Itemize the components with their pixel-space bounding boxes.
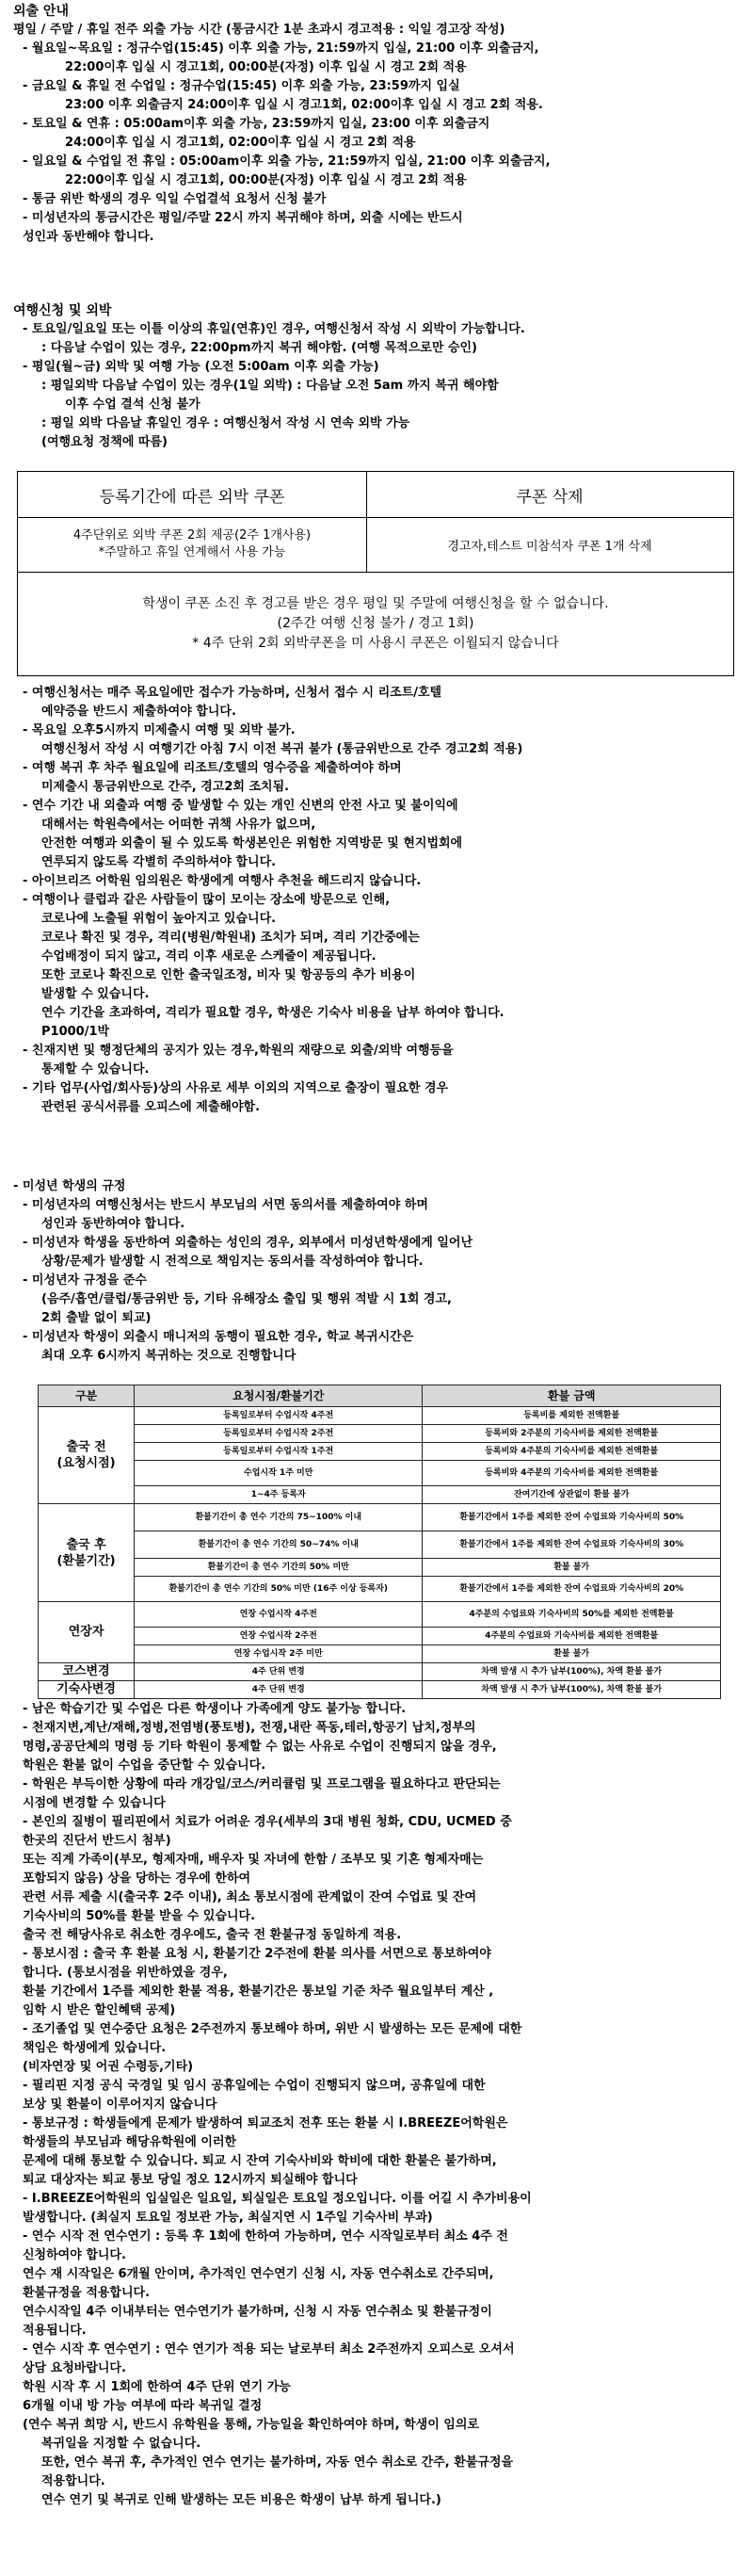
- refund-rule-line: 명령,공공단체의 명령 등 기타 학원이 통제할 수 없는 사유로 수업이 진행되지 않을 경우,: [23, 1740, 497, 1754]
- refund-amount: 잔여기간에 상관없이 환불 불가: [423, 1486, 721, 1504]
- trip-rule-line: - 여행 복귀 후 차주 월요일에 리조트/호텔의 영수증을 제출하여야 하며: [23, 761, 402, 775]
- table-row: [39, 1681, 721, 1699]
- refund-amount: 환불기간에서 1주를 제외한 잔여 수업료와 기숙사비의 30%: [423, 1531, 721, 1559]
- minor-line: 성인과 동반하여야 합니다.: [41, 1217, 185, 1231]
- refund-header-cell: 환불 금액: [423, 1385, 721, 1407]
- coupon-header-row: [18, 472, 733, 518]
- refund-rules-section: [13, 1700, 738, 2510]
- refund-amount: 환불 불가: [423, 1645, 721, 1663]
- refund-period: 환불기간이 총 연수 기간의 50% 미만: [135, 1559, 423, 1577]
- minor-line: 상황/문제가 발생할 시 전적으로 책임지는 동의서를 작성하여야 합니다.: [41, 1255, 424, 1269]
- refund-period: 4주 단위 변경: [135, 1681, 423, 1699]
- refund-amount: 등록비와 4주분의 기숙사비를 제외한 전액환불: [423, 1461, 721, 1486]
- refund-rule-line: 적용됩니다.: [23, 2324, 87, 2338]
- refund-rule-line: 6개월 이내 방 가능 여부에 따라 복귀일 결정: [23, 2399, 263, 2413]
- refund-rule-line: 신청하여야 합니다.: [23, 2248, 126, 2262]
- refund-header-cell: 구분: [39, 1385, 135, 1407]
- refund-amount: 등록비와 4주분의 기숙사비를 제외한 전액환불: [423, 1443, 721, 1461]
- refund-period: 연장 수업시작 2주 미만: [135, 1645, 423, 1663]
- refund-rule-line: 발생합니다. (최실지 토요일 정보관 가능, 최실지연 시 1주일 기숙사비 부과): [23, 2211, 433, 2225]
- outing-section: [13, 2, 738, 247]
- refund-rule-line: 한곳의 진단서 반드시 첨부): [23, 1834, 171, 1848]
- refund-amount: 등록비를 제외한 전액환불: [423, 1407, 721, 1425]
- refund-rule-line: - 연수 시작 후 연수연기 : 연수 연기가 적용 되는 날로부터 최소 2주전까지 오피스로 오셔서: [23, 2342, 515, 2357]
- refund-rule-line: 임학 시 받은 할인혜택 공제): [23, 2003, 176, 2017]
- table-row: [39, 1577, 721, 1602]
- refund-rule-line: 연수 재 시작일은 6개월 안이며, 추가적인 연수연기 신청 시, 자동 연수취소로 간주되며,: [23, 2267, 494, 2281]
- refund-rule-line: 연수시작일 4주 이내부터는 연수연기가 불가하며, 신청 시 자동 연수취소 및 환불규정이: [23, 2305, 492, 2319]
- refund-period: 환불기간이 총 연수 기간의 50% 미만 (16주 이상 등록자): [135, 1577, 423, 1602]
- outing-line: 23:00 이후 외출금지 24:00이후 입실 시 경고1회, 02:00이후 입실 시 경고 2회 적용.: [65, 98, 543, 112]
- refund-rule-line: - 남은 학습기간 및 수업은 다른 학생이나 가족에게 양도 불가능 합니다.: [23, 1702, 407, 1716]
- coupon-note-line3: * 4주 단위 2회 외박쿠폰을 미 사용시 쿠폰은 이월되지 않습니다: [192, 635, 559, 651]
- trip-rule-line: - 목요일 오후5시까지 미제출시 여행 및 외박 불가.: [23, 723, 296, 737]
- refund-rule-line: 출국 전 해당사유로 취소한 경우에도, 출국 전 환불규정 동일하게 적용.: [23, 1928, 402, 1942]
- coupon-col1-line2: *주말하고 휴일 연계해서 사용 가능: [98, 545, 286, 559]
- outing-line: - 금요일 & 휴일 전 수업일 : 정규수업(15:45) 이후 외출 가능, 23:59까지 입실: [23, 79, 460, 93]
- refund-amount: 등록비와 2주분의 기숙사비를 제외한 전액환불: [423, 1425, 721, 1443]
- refund-period: 등록일로부터 수업시작 4주전: [135, 1407, 423, 1425]
- refund-rule-line: - 천재지변,계난/재해,정병,전염병(풍토병), 전쟁,내란 폭동,테러,항공기 납치,정부의: [23, 1721, 476, 1735]
- trip-line: : 다음날 수업이 있는 경우, 22:00pm까지 복귀 해야함. (여행 목적으로만 승인): [41, 341, 477, 355]
- refund-rule-line: 포함되지 않음) 상을 당하는 경우에 한하여: [23, 1871, 251, 1886]
- refund-amount: 환불 불가: [423, 1559, 721, 1577]
- table-row: [39, 1531, 721, 1559]
- refund-period: 등록일로부터 수업시작 1주전: [135, 1443, 423, 1461]
- refund-rule-line: 퇴교 대상자는 퇴교 통보 당일 정오 12시까지 퇴실해야 합니다: [23, 2173, 358, 2187]
- coupon-divider: [366, 472, 367, 572]
- trip-rule-line: 관련된 공식서류를 오피스에 제출해야함.: [41, 1100, 261, 1114]
- outing-line: 평일 / 주말 / 휴일 전주 외출 가능 시간 (통금시간 1분 초과시 경고적용 : 익일 경고장 작성): [13, 23, 505, 37]
- coupon-col2-header: 쿠폰 삭제: [516, 487, 584, 507]
- refund-rule-line: 복귀일을 지정할 수 없습니다.: [41, 2437, 201, 2451]
- trip-rule-line: - 연수 기간 내 외출과 여행 중 발생할 수 있는 개인 신변의 안전 사고 및 불이익에: [23, 799, 458, 813]
- refund-table: [38, 1385, 721, 1699]
- minor-line: 2회 출발 없이 퇴교): [41, 1311, 152, 1325]
- refund-category: 기숙사변경: [39, 1681, 135, 1699]
- trip-line: : 평일외박 다음날 수업이 있는 경우(1일 외박) : 다음날 오전 5am 까지 복귀 해야함: [41, 379, 499, 393]
- trip-rule-line: 대해서는 학원측에서는 어떠한 귀책 사유가 없으며,: [41, 818, 316, 832]
- trip-rule-line: 코로나 확진 및 경우, 격리(병원/학원내) 조치가 되며, 격리 기간중에는: [41, 931, 420, 945]
- trip-rule-line: 예약증을 반드시 제출하여야 합니다.: [41, 705, 236, 719]
- refund-rule-line: 합니다. (통보시점을 위반하였을 경우,: [23, 1966, 228, 1980]
- trip-section: [13, 301, 738, 452]
- outing-line: 22:00이후 입실 시 경고1회, 00:00분(자정) 이후 입실 시 경고 2회 적용: [65, 60, 467, 74]
- trip-line: (여행요청 정책에 따름): [41, 435, 168, 449]
- refund-rule-line: 적용합니다.: [41, 2474, 105, 2488]
- refund-rule-line: 책임은 학생에게 있습니다.: [23, 2041, 167, 2055]
- refund-rule-line: - 통보시점 : 출국 후 환불 요청 시, 환불기간 2주전에 환불 의사를 서면으로 통보하여야: [23, 1947, 491, 1961]
- refund-table-header: [39, 1385, 721, 1407]
- trip-rule-line: 또한 코로나 확진으로 인한 출국일조정, 비자 및 항공등의 추가 비용이: [41, 968, 416, 982]
- refund-category: 출국 후 (환불기간): [39, 1504, 135, 1602]
- refund-amount: 4주분의 수업료와 기숙사비를 제외한 전액환불: [423, 1628, 721, 1645]
- trip-rule-line: P1000/1박: [41, 1025, 110, 1039]
- trip-rule-line: 연루되지 않도록 각별히 주의하셔야 합니다.: [41, 855, 277, 869]
- minor-line: - 미성년자의 여행신청서는 반드시 부모님의 서면 동의서를 제출하여야 하며: [23, 1198, 428, 1212]
- refund-rule-line: 환불 기간에서 1주를 제외한 환불 적용, 환불기간은 통보일 기준 차주 월요일부터 계산 ,: [23, 1985, 494, 1999]
- refund-header-cell: 요청시점/환불기간: [135, 1385, 423, 1407]
- refund-period: 연장 수업시작 2주전: [135, 1628, 423, 1645]
- trip-rules-section: [13, 684, 738, 1117]
- refund-category: 연장자: [39, 1602, 135, 1663]
- refund-rule-line: - 본인의 질병이 필리핀에서 치료가 어려운 경우(세부의 3대 병원 청화, CDU, UCMED 중: [23, 1815, 512, 1829]
- refund-rule-line: 기숙사비의 50%를 환불 받을 수 있습니다.: [23, 1909, 256, 1923]
- refund-rule-line: 보상 및 환불이 이루어지지 않습니다: [23, 2098, 217, 2112]
- refund-rule-line: (연수 복귀 희망 시, 반드시 유학원을 통해, 가능일을 확인하여야 하며, 학생이 임의로: [23, 2418, 479, 2432]
- coupon-note: [18, 572, 733, 675]
- refund-rule-line: 연수 연기 및 복귀로 인해 발생하는 모든 비용은 학생이 납부 하게 됩니다.): [41, 2493, 441, 2507]
- table-row: [39, 1663, 721, 1681]
- table-row: [39, 1504, 721, 1531]
- refund-rule-line: 시점에 변경할 수 있습니다: [23, 1796, 166, 1810]
- refund-period: 등록일로부터 수업시작 2주전: [135, 1425, 423, 1443]
- coupon-box: [17, 471, 734, 676]
- table-row: [39, 1425, 721, 1443]
- coupon-note-row: [18, 572, 733, 675]
- refund-amount: 환불기간에서 1주를 제외한 잔여 수업료와 기숙사비의 20%: [423, 1577, 721, 1602]
- minor-section: [13, 1177, 738, 1366]
- refund-category: 코스변경: [39, 1663, 135, 1681]
- minor-line: 최대 오후 6시까지 복귀하는 것으로 진행합니다: [41, 1349, 296, 1363]
- refund-rule-line: 학원은 환불 없이 수업을 중단할 수 있습니다.: [23, 1758, 266, 1773]
- refund-amount: 환불기간에서 1주를 제외한 잔여 수업료와 기숙사비의 50%: [423, 1504, 721, 1531]
- trip-line: - 평일(월~금) 외박 및 여행 가능 (오전 5:00am 이후 외출 가능): [23, 360, 379, 374]
- refund-amount: 차액 발생 시 추가 납부(100%), 차액 환불 불가: [423, 1681, 721, 1699]
- trip-rule-line: 수업배정이 되지 않고, 격리 이후 새로운 스케줄이 제공됩니다.: [41, 949, 376, 964]
- refund-period: 환불기간이 총 연수 기간의 50~74% 이내: [135, 1531, 423, 1559]
- refund-amount: 4주분의 수업료와 기숙사비의 50%를 제외한 전액환불: [423, 1602, 721, 1628]
- outing-line: 22:00이후 입실 시 경고1회, 00:00분(자정) 이후 입실 시 경고 2회 적용: [65, 173, 467, 187]
- coupon-col1-cell: [18, 517, 366, 572]
- table-row: [39, 1602, 721, 1628]
- refund-rule-line: 상담 요청바랍니다.: [23, 2361, 126, 2375]
- outing-line: - 통금 위반 학생의 경우 익일 수업결석 요청서 신청 불가: [23, 192, 327, 206]
- refund-rule-line: 문제에 대해 통보할 수 있습니다. 퇴교 시 잔여 기숙사비와 학비에 대한 환불은 불가하며,: [23, 2154, 497, 2168]
- outing-line: - 미성년자의 통금시간은 평일/주말 22시 까지 복귀해야 하며, 외출 시에는 반드시: [23, 211, 463, 225]
- refund-period: 수업시작 1주 미만: [135, 1461, 423, 1486]
- refund-amount: 차액 발생 시 추가 납부(100%), 차액 환불 불가: [423, 1663, 721, 1681]
- coupon-note-line1: 학생이 쿠폰 소진 후 경고를 받은 경우 평일 및 주말에 여행신청을 할 수 없습니다.: [142, 595, 609, 611]
- refund-rule-line: - 연수 시작 전 연수연기 : 등록 후 1회에 한하여 가능하며, 연수 시작일로부터 최소 4주 전: [23, 2229, 508, 2244]
- refund-rule-line: - 조기졸업 및 연수중단 요청은 2주전까지 통보해야 하며, 위반 시 발생하는 모든 문제에 대한: [23, 2022, 522, 2036]
- trip-rule-line: 미제출시 통금위반으로 간주, 경고2회 조치됨.: [41, 780, 290, 794]
- table-row: [39, 1443, 721, 1461]
- table-row: [39, 1559, 721, 1577]
- coupon-note-line2: (2주간 여행 신청 불가 / 경고 1회): [277, 615, 474, 631]
- refund-period: 환불기간이 총 연수 기간의 75~100% 이내: [135, 1504, 423, 1531]
- outing-line: - 일요일 & 수업일 전 휴일 : 05:00am이후 외출 가능, 21:59까지 입실, 21:00 이후 외출금지,: [23, 154, 551, 169]
- table-row: [39, 1645, 721, 1663]
- trip-rule-line: 연수 기간을 초과하여, 격리가 필요할 경우, 학생은 기숙사 비용을 납부 하여야 합니다.: [41, 1006, 505, 1020]
- refund-period: 1~4주 등록자: [135, 1486, 423, 1504]
- table-row: [39, 1461, 721, 1486]
- table-row: [39, 1407, 721, 1425]
- minor-heading: - 미성년 학생의 규정: [13, 1179, 126, 1193]
- refund-rule-line: 학원 시작 후 시 1회에 한하여 4주 단위 연기 가능: [23, 2380, 291, 2394]
- trip-line: 이후 수업 결석 신청 불가: [65, 397, 200, 412]
- trip-rule-line: - 여행이나 클럽과 같은 사람들이 많이 모이는 장소에 방문으로 인해,: [23, 893, 391, 907]
- refund-rule-line: 또는 직계 가족이(부모, 형제자매, 배우자 및 자녀에 한함 / 조부모 및 기혼 형제자매는: [23, 1853, 484, 1867]
- refund-rule-line: (비자연장 및 어권 수령등,기타): [23, 2060, 194, 2074]
- table-row: [39, 1486, 721, 1504]
- outing-line: - 월요일~목요일 : 정규수업(15:45) 이후 외출 가능, 21:59까지 입실, 21:00 이후 외출금지,: [23, 41, 539, 56]
- minor-line: - 미성년자 학생을 동반하여 외출하는 성인의 경우, 외부에서 미성년학생에게 일어난: [23, 1236, 473, 1250]
- refund-rule-line: 학생들의 부모님과 해당유학원에 이러한: [23, 2135, 237, 2149]
- trip-rule-line: - 기타 업무(사업/회사등)상의 사유로 세부 이외의 지역으로 출장이 필요한 경우: [23, 1081, 449, 1095]
- table-row: [39, 1628, 721, 1645]
- trip-rule-line: - 친재지변 및 행정단체의 공지가 있는 경우,학원의 재량으로 외출/외박 여행등을: [23, 1044, 454, 1058]
- minor-line: - 미성년자 학생이 외출시 매니저의 동행이 필요한 경우, 학교 복귀시간은: [23, 1330, 414, 1344]
- trip-line: : 평일 외박 다음날 휴일인 경우 : 여행신청서 작성 시 연속 외박 가능: [41, 416, 410, 430]
- refund-rule-line: - 통보규정 : 학생들에게 문제가 발생하여 퇴교조치 전후 또는 환불 시 I.BREEZE어학원은: [23, 2116, 508, 2130]
- refund-category: 출국 전 (요청시점): [39, 1407, 135, 1504]
- refund-rule-line: - 필리핀 지정 공식 국경일 및 임시 공휴일에는 수업이 진행되지 않으며, 공휴일에 대한: [23, 2079, 486, 2093]
- trip-line: - 토요일/일요일 또는 이틀 이상의 휴일(연휴)인 경우, 여행신청서 작성 시 외박이 가능합니다.: [23, 322, 525, 336]
- trip-rule-line: - 여행신청서는 매주 목요일에만 접수가 가능하며, 신청서 접수 시 리조트/호텔: [23, 686, 442, 700]
- trip-heading: 여행신청 및 외박: [13, 303, 112, 318]
- trip-rule-line: - 아이브리즈 어학원 임의원은 학생에게 여행사 추천을 해드리지 않습니다.: [23, 874, 422, 888]
- trip-rule-line: 코로나에 노출될 위험이 높아지고 있습니다.: [41, 912, 277, 926]
- trip-rule-line: 안전한 여행과 외출이 될 수 있도록 학생본인은 위험한 지역방문 및 현지법회에: [41, 836, 463, 851]
- trip-rule-line: 통제할 수 있습니다.: [41, 1062, 150, 1077]
- coupon-col1-line1: 4주단위로 외박 쿠폰 2회 제공(2주 1개사용): [72, 528, 312, 543]
- outing-line: 24:00이후 입실 시 경고1회, 02:00이후 입실 시 경고 2회 적용: [65, 136, 416, 150]
- minor-line: (음주/흡연/클럽/통금위반 등, 기타 유해장소 출입 및 행위 적발 시 1회 경고,: [41, 1292, 452, 1306]
- outing-line: - 토요일 & 연휴 : 05:00am이후 외출 가능, 23:59까지 입실, 23:00 이후 외출금지: [23, 117, 490, 131]
- refund-period: 연장 수업시작 4주전: [135, 1602, 423, 1628]
- trip-rule-line: 발생할 수 있습니다.: [41, 987, 150, 1001]
- refund-rule-line: 환불규정을 적용합니다.: [23, 2286, 151, 2300]
- minor-line: - 미성년자 규정을 준수: [23, 1273, 147, 1288]
- refund-rule-line: 또한, 연수 복귀 후, 추가적인 연수 연기는 불가하며, 자동 연수 취소로 간주, 환불규정을: [41, 2455, 514, 2470]
- coupon-col2-cell: 경고자,테스트 미참석자 쿠폰 1개 삭제: [447, 539, 652, 554]
- refund-period: 4주 단위 변경: [135, 1663, 423, 1681]
- refund-rule-line: - I.BREEZE어학원의 입실일은 일요일, 퇴실일은 토요일 정오입니다. 이를 어길 시 추가비용이: [23, 2192, 532, 2206]
- trip-rule-line: 여행신청서 작성 시 여행기간 아침 7시 이전 복귀 불가 (통금위반으로 간주 경고2회 적용): [41, 742, 523, 756]
- coupon-body-row: [18, 517, 733, 573]
- refund-rule-line: - 학원은 부득이한 상황에 따라 개강일/코스/커리큘럼 및 프로그램을 필요하다고 판단되는: [23, 1777, 501, 1791]
- outing-line: 성인과 동반해야 합니다.: [23, 230, 154, 244]
- refund-rule-line: 관련 서류 제출 시(출국후 2주 이내), 최소 통보시점에 관계없이 잔여 수업료 및 잔여: [23, 1890, 477, 1904]
- coupon-col1-header: 등록기간에 따른 외박 쿠폰: [99, 487, 285, 507]
- outing-heading: 외출 안내: [13, 4, 69, 19]
